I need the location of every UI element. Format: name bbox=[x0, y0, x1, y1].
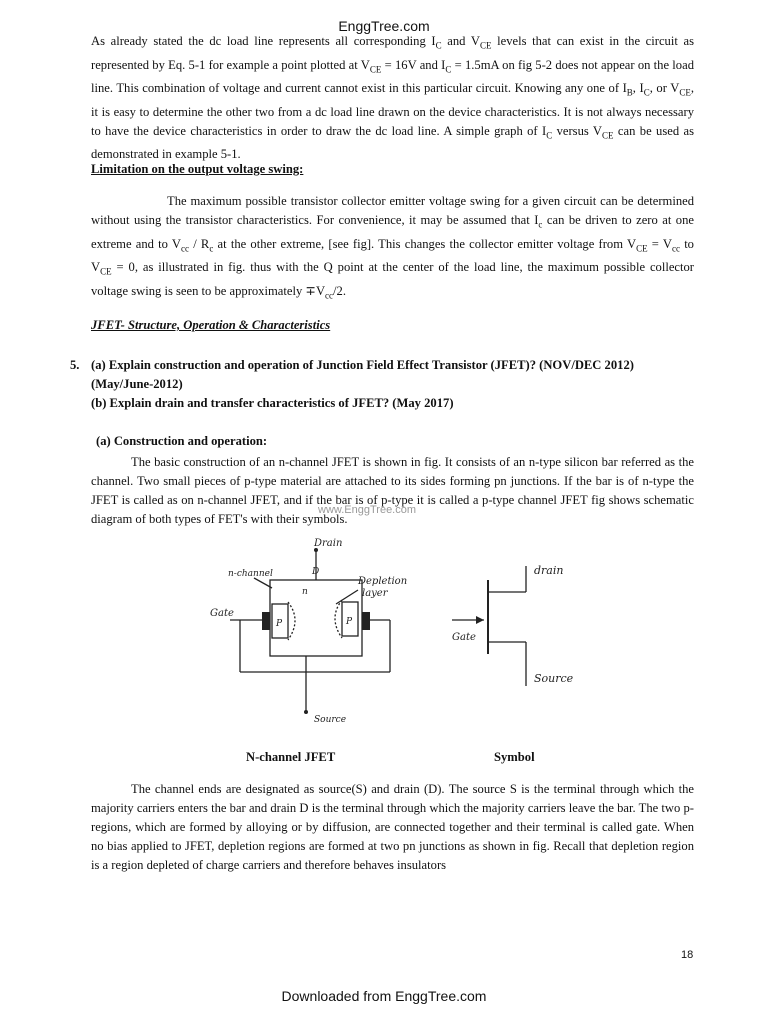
page-number: 18 bbox=[681, 949, 694, 961]
text-run: and V bbox=[441, 34, 480, 48]
text-run: = 0, as illustrated in fig. thus with the Q point at the center of the load line, the maximum possible collector voltage swing is seen to be approximately ∓V bbox=[91, 260, 694, 298]
text-run: /2. bbox=[333, 283, 346, 298]
text-run: can be driven to zero at one extreme and to V bbox=[91, 213, 694, 251]
text-run: The maximum possible transistor collector emitter voltage swing for a given circuit can be determined without using the transistor characteristics. For convenience, it may be assumed that I bbox=[91, 194, 694, 227]
text-run: The basic construction of an n-channel JFET is shown in fig. It consists of an n-type silicon bar referred as the channel. Two small pieces of p-type material are attached to its sides forming pn junctions. If the bar is of n-type the JFET is called as on n-channel JFET, and if the bar is of p-type it is called a p-type channel JFET fig shows schematic diagram of both types of FET's with their symbols. bbox=[91, 455, 694, 526]
subscript: CE bbox=[479, 40, 492, 51]
subscript: cc bbox=[671, 243, 680, 254]
diagram-wires bbox=[230, 550, 526, 712]
subscript: C bbox=[546, 130, 553, 141]
subscript: C bbox=[445, 64, 452, 75]
paragraph-channel-ends bbox=[91, 780, 694, 875]
subscript: B bbox=[626, 87, 633, 98]
text-run: versus V bbox=[552, 123, 603, 138]
label-source: Source bbox=[314, 715, 347, 725]
text-run: = V bbox=[647, 236, 672, 251]
text-run: As already stated the dc load line represents all corresponding I bbox=[91, 34, 436, 48]
text-run: = 16V and I bbox=[381, 57, 446, 72]
label-layer: layer bbox=[362, 588, 388, 599]
symbol-gate-arrow bbox=[476, 616, 484, 624]
subscript: CE bbox=[100, 266, 112, 277]
section-heading-jfet: JFET- Structure, Operation & Characteristics bbox=[91, 318, 331, 332]
question-5 bbox=[70, 356, 695, 413]
label-depletion: Depletion bbox=[358, 576, 408, 587]
subscript: c bbox=[538, 219, 543, 230]
subscript: CE bbox=[602, 130, 614, 141]
question-part-b: (b) Explain drain and transfer characteristics of JFET? (May 2017) bbox=[91, 396, 454, 410]
source-terminal bbox=[304, 710, 308, 714]
diagram-labels bbox=[210, 538, 574, 725]
label-drain: Drain bbox=[314, 538, 343, 549]
label-gate: Gate bbox=[210, 608, 234, 619]
label-d: D bbox=[312, 567, 320, 577]
n-channel-pointer bbox=[254, 578, 272, 588]
diagram-fills bbox=[262, 548, 484, 714]
question-number: 5. bbox=[70, 358, 80, 372]
subscript: CE bbox=[636, 243, 648, 254]
subscript: cc bbox=[181, 243, 190, 254]
depletion-layer-right bbox=[335, 600, 342, 638]
question-part-a: (a) Explain construction and operation of Junction Field Effect Transistor (JFET)? (NOV/DEC 2012) (May/June-2012) bbox=[91, 358, 634, 391]
paragraph-load-line bbox=[91, 32, 694, 164]
gate-contact-left bbox=[262, 612, 270, 630]
text-run: can be used as demonstrated in example 5-1. bbox=[91, 123, 694, 162]
text-run: , it is easy to determine the other two from a dc load line drawn on the device characteristics. It is not always necessary to have the device characteristics in order to draw the dc load line. A simple graph of I bbox=[91, 81, 695, 138]
text-run: , or V bbox=[649, 81, 680, 96]
text-run: at the other extreme, [see fig]. This changes the collector emitter voltage from V bbox=[213, 236, 637, 251]
subscript: C bbox=[435, 40, 442, 51]
text-run: / R bbox=[189, 236, 210, 251]
download-footer: Downloaded from EnggTree.com bbox=[281, 988, 487, 1004]
text-run: The channel ends are designated as source(S) and drain (D). The source S is the terminal through which the majority carriers enters the bar and drain D is the terminal through which the majority carriers leave the bar. The two p-regions, which are formed by alloying or by diffusion, are connected together and their terminal is called gate. When no bias applied to JFET, depletion regions are formed at two pn junctions as shown in fig. Recall that depletion region is a region depleted of charge carriers and therefore behaves insulators bbox=[91, 782, 694, 872]
subheading-construction: (a) Construction and operation: bbox=[96, 434, 268, 448]
subscript: c bbox=[209, 243, 214, 254]
label-p-right: P bbox=[346, 617, 353, 627]
label-symbol-source: Source bbox=[534, 672, 574, 685]
caption-symbol: Symbol bbox=[494, 750, 535, 764]
label-symbol-gate: Gate bbox=[452, 632, 476, 643]
text-run: levels that can exist in the circuit as represented by Eq. 5-1 for example a point plotted at V bbox=[91, 34, 694, 72]
watermark: www.EnggTree.com bbox=[318, 504, 417, 516]
paragraph-voltage-swing bbox=[91, 192, 694, 305]
label-p-left: P bbox=[276, 619, 283, 629]
depletion-layer-left bbox=[288, 602, 295, 640]
jfet-diagram bbox=[210, 536, 582, 732]
caption-n-channel-jfet: N-channel JFET bbox=[246, 750, 336, 764]
label-n: n bbox=[302, 587, 308, 597]
subscript: C bbox=[643, 87, 650, 98]
section-heading-voltage-swing: Limitation on the output voltage swing: bbox=[91, 162, 304, 176]
label-symbol-drain: drain bbox=[534, 564, 564, 577]
subscript: CE bbox=[369, 64, 382, 75]
label-n-channel: n-channel bbox=[228, 569, 273, 579]
text-run: = 1.5mA on fig 5-2 does not appear on the load line. This combination of voltage and current cannot exist in this particular circuit. Knowing any one of I bbox=[91, 57, 694, 96]
paragraph-construction bbox=[91, 453, 694, 529]
site-header: EnggTree.com bbox=[338, 18, 430, 34]
text-run: , I bbox=[632, 81, 644, 96]
gate-contact-right bbox=[362, 612, 370, 630]
text-run: to V bbox=[91, 236, 694, 275]
subscript: cc bbox=[325, 290, 334, 301]
subscript: CE bbox=[679, 87, 691, 98]
